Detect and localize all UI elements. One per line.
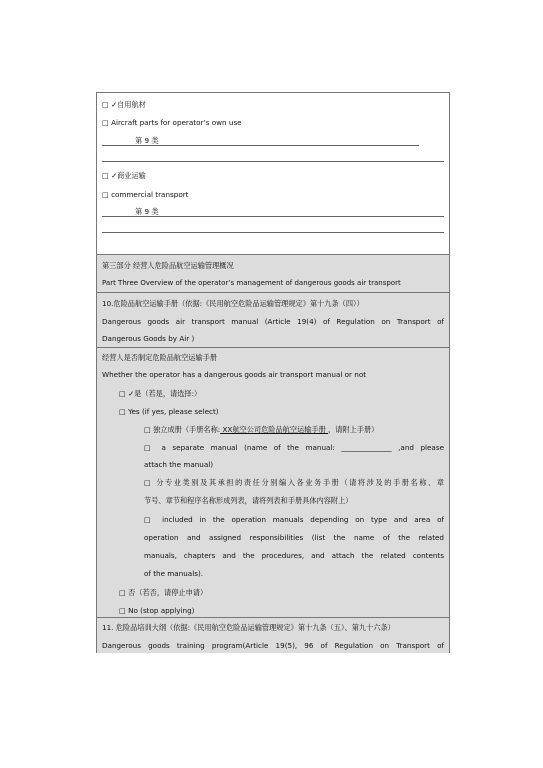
manual-name-field[interactable]: XX航空公司危险品航空运输手册 [220,425,329,434]
no-option-cn[interactable]: □ 否（若否，请停止申请） [119,588,208,597]
separate-manual-prefix: □ 独立成册（手册名称: [144,425,221,434]
answer-line [102,216,444,217]
commercial-transport-en[interactable]: □ commercial transport [102,190,189,199]
question-en: Whether the operator has a dangerous goods air transport manual or not [102,370,367,379]
item-10-title-cn: 10.危险品航空运输手册（依据:《民用航空危险品运输管理规定》第十九条（四）） [102,299,364,308]
commercial-transport-cn[interactable]: □ ✓商业运输 [102,171,146,180]
class-label-2: 第 9 类 [135,207,159,216]
included-option-cn-1[interactable]: □ 分专业类别及其承担的责任分别编入各业务手册（请将涉及的手册名称、章 [144,478,444,487]
own-aircraft-parts-cn[interactable]: □ ✓自用航材 [102,100,146,109]
no-option-en[interactable]: □ No (stop applying) [119,606,195,615]
included-option-en-2: operation and assigned responsibilities (list the name of the related [144,533,444,542]
included-option-en-3: manuals, chapters and the procedures, and attach the related contents [144,551,444,560]
item-11-title-en: Dangerous goods training program(Article 19(5), 96 of Regulation on Transport of [102,641,444,650]
manual-question-cell [97,347,449,617]
yes-option-en[interactable]: □ Yes (if yes, please select) [119,407,219,416]
included-option-en-1[interactable]: □ included in the operation manuals depending on type and area of [144,515,444,524]
part-three-title-en: Part Three Overview of the operator’s management of dangerous goods air transport [102,279,401,287]
goods-category-cell [97,92,449,254]
included-option-en-4: of the manuals). [144,569,204,578]
part-three-title-cn: 第三部分 经营人危险品航空运输管理概况 [102,261,234,270]
answer-line [102,145,419,146]
question-cn: 经营人是否制定危险品航空运输手册 [102,353,218,362]
class-label-1: 第 9 类 [135,136,159,145]
item-10-header [97,292,449,347]
item-11-header [97,617,449,653]
separate-manual-option-en-1[interactable]: □ a separate manual (name of the manual: ______________ ,and please [144,443,444,452]
separate-manual-suffix: ，请附上手册） [328,425,379,434]
item-11-title-cn: 11. 危险品培训大纲（依据:《民用航空危险品运输管理规定》第十九条（五）、第九十六条） [102,623,395,632]
yes-option-cn[interactable]: □ ✓是（若是，请选择:） [119,389,202,398]
application-form-table [96,92,450,653]
answer-line [102,232,444,233]
own-aircraft-parts-en[interactable]: □ Aircraft parts for operator’s own use [102,118,242,127]
separate-manual-option-cn[interactable] [144,425,378,435]
part-three-header [97,254,449,292]
item-10-title-en-2: Dangerous Goods by Air ) [102,334,195,343]
answer-line [102,161,444,162]
item-10-title-en-1: Dangerous goods air transport manual (Article 19(4) of Regulation on Transport of [102,317,444,326]
included-option-cn-2: 节号、章节和程序名称形成列表，请将列表和手册具体内容附上） [144,496,353,505]
separate-manual-option-en-2: attach the manual) [144,460,214,469]
